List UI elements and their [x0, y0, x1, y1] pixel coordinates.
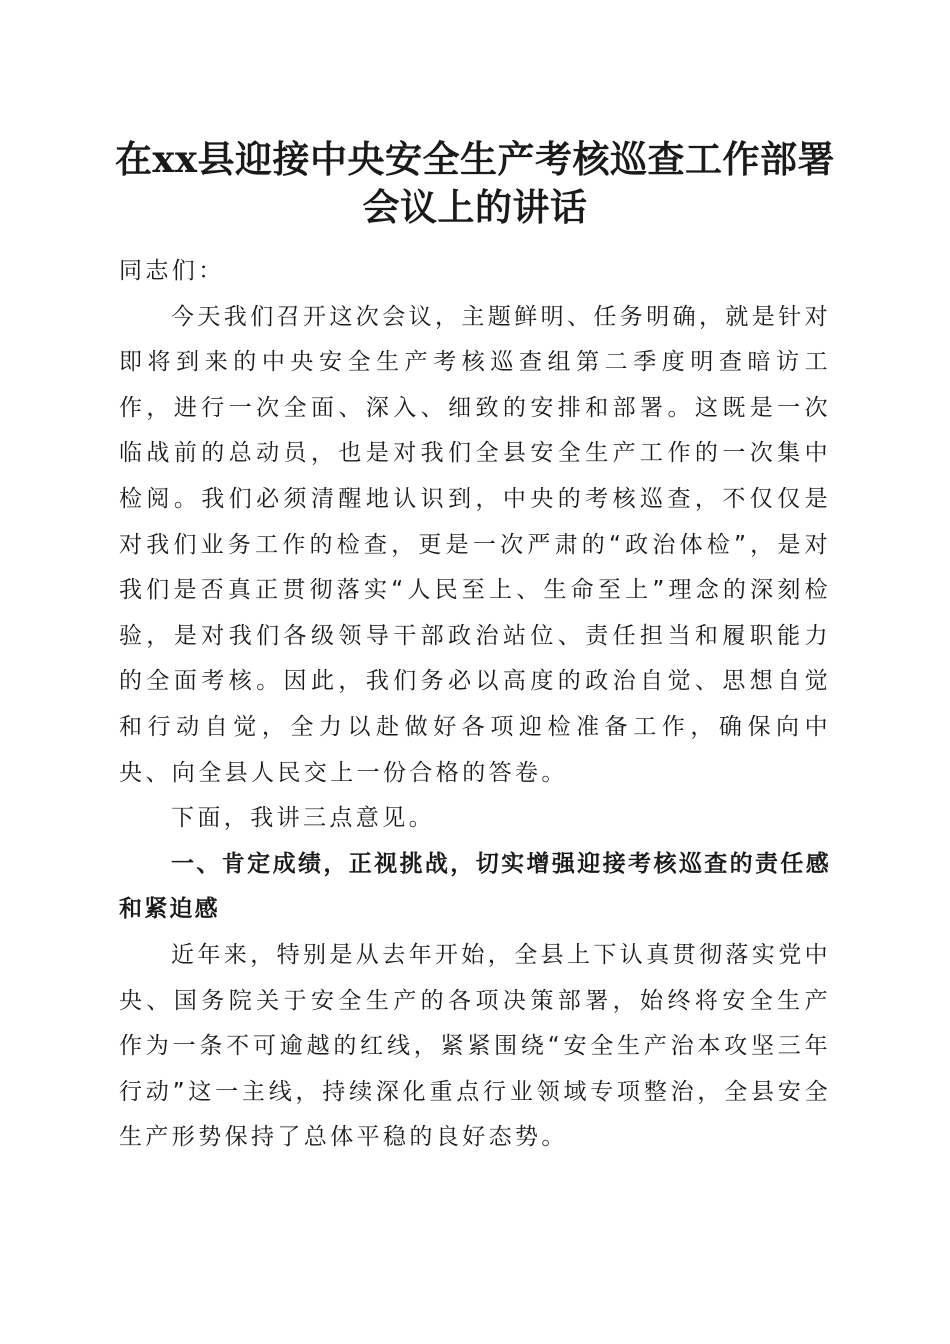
document-title-line-2: 会议上的讲话	[362, 185, 588, 229]
paragraph-outline: 下面，我讲三点意见。	[171, 805, 435, 832]
salutation: 同志们：	[119, 258, 225, 284]
paragraph-opening: 今天我们召开这次会议，主题鲜明、任务明确，就是针对即将到来的中央安全生产考核巡查组第二季度明查暗访工作，进行一次全面、深入、细致的安排和部署。这既是一次临战前的总动员，也是对我们全县安全生产工作的一次集中检阅。我们必须清醒地认识到，中央的考核巡查，不仅仅是对我们业务工作的检查，更是一次严肃的“政治体检”，是对我们是否真正贯彻落实“人民至上、生命至上”理念的深刻检验，是对我们各级领导干部政治站位、责任担当和履职能力的全面考核。因此，我们务必以高度的政治自觉、思想自觉和行动自觉，全力以赴做好各项迎检准备工作，确保向中央、向全县人民交上一份合格的答卷。	[119, 303, 831, 786]
paragraph-section-1: 近年来，特别是从去年开始，全县上下认真贯彻落实党中央、国务院关于安全生产的各项决策部署，始终将安全生产作为一条不可逾越的红线，紧紧围绕“安全生产治本攻坚三年行动”这一主线，持续深化重点行业领域专项整治，全县安全生产形势保持了总体平稳的良好态势。	[119, 941, 831, 1151]
document-body	[119, 249, 831, 1161]
section-heading-1: 一、肯定成绩，正视挑战，切实增强迎接考核巡查的责任感和紧迫感	[119, 850, 831, 923]
document-title-line-1: 在xx县迎接中央安全生产考核巡查工作部署	[114, 137, 836, 181]
